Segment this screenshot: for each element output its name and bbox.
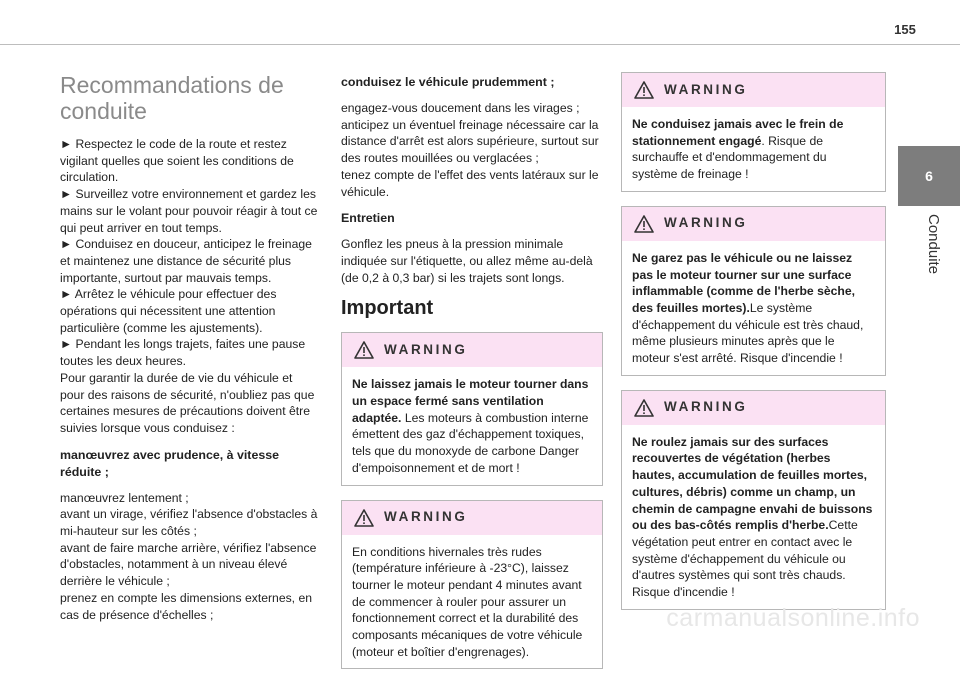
warning-body	[342, 367, 602, 484]
section-title: Recommandations de conduite	[60, 72, 284, 124]
bullet-line: ► Arrêtez le véhicule pour effectuer des opérations qui nécessitent une attention particulière (comme les ajustements).	[60, 287, 277, 335]
warning-title: WARNING	[664, 399, 748, 415]
warning-box-vegetation	[621, 390, 886, 610]
header-divider	[0, 44, 960, 45]
warning-title: WARNING	[384, 509, 468, 525]
bullet-line: ► Conduisez en douceur, anticipez le freinage et maintenez une distance de sécurité plus importante, surtout par mauvais temps.	[60, 237, 312, 285]
warning-box-flammable-surface	[621, 206, 886, 376]
column-driving	[341, 74, 603, 683]
warning-bold-text: Ne conduisez jamais avec le frein de stationnement engagé	[632, 117, 844, 148]
warning-bold-text: Ne garez pas le véhicule ou ne laissez pas le moteur tourner sur une surface inflammable (comme de l'herbe sèche, des feuilles mortes).	[632, 250, 856, 315]
warning-triangle-icon	[354, 509, 374, 527]
warning-header	[622, 391, 885, 425]
warning-text: . Risque de surchauffe et d'endommagement du système de freinage !	[632, 133, 827, 182]
warning-text: Les moteurs à combustion interne émettent des gaz d'échappement toxiques, tels que du monoxyde de carbone Danger d'empoisonnement et de mort !	[352, 410, 589, 475]
text-line: prenez en compte les dimensions externes, en cas de présence d'échelles ;	[60, 590, 313, 622]
warning-body	[622, 241, 885, 375]
text-line: tenez compte de l'effet des vents latéraux sur le véhicule.	[341, 167, 599, 199]
driving-paragraph	[341, 100, 603, 200]
chapter-label: Conduite	[925, 214, 942, 275]
warning-body	[622, 425, 885, 609]
watermark: carmanualsonline.info	[666, 604, 920, 632]
chapter-tab[interactable]: 6	[898, 146, 960, 206]
text-line: avant de faire marche arrière, vérifiez l'absence d'obstacles, notamment à un niveau élevé derrière le véhicule ;	[60, 540, 317, 589]
column-warnings	[621, 72, 886, 624]
text-line: anticipez un éventuel freinage nécessaire car la distance d'arrêt est alors supérieure, surtout sur des routes mouillées ou verglacées ;	[341, 117, 599, 166]
warning-triangle-icon	[354, 341, 374, 359]
warning-triangle-icon	[634, 215, 654, 233]
bullet-line: ► Respectez le code de la route et restez vigilant quelles que soient les conditions de circulation.	[60, 137, 294, 185]
text-line: engagez-vous doucement dans les virages ;	[341, 101, 580, 115]
bullet-line: ► Surveillez votre environnement et gardez les mains sur le volant pour pouvoir réagir à tout ce qui peut arriver en tout temps.	[60, 187, 318, 235]
warning-header	[342, 333, 602, 367]
bullet-line: ► Pendant les longs trajets, faites une pause toutes les deux heures.	[60, 337, 306, 369]
text-line: manœuvrez lentement ;	[60, 490, 189, 505]
subheading: manœuvrez avec prudence, à vitesse réduite ;	[60, 447, 280, 479]
important-heading: Important	[341, 297, 434, 320]
warning-header	[622, 73, 885, 107]
warning-bold-text: Ne laissez jamais le moteur tourner dans un espace fermé sans ventilation adaptée.	[352, 377, 589, 425]
text-line: avant un virage, vérifiez l'absence d'obstacles à mi-hauteur sur les côtés ;	[60, 507, 318, 539]
text-line: Pour garantir la durée de vie du véhicule et pour des raisons de sécurité, n'oubliez pas que certaines mesures de précautions doivent être suivies lorsque vous conduisez :	[60, 370, 315, 435]
warning-title: WARNING	[664, 215, 748, 231]
intro-paragraph	[60, 136, 318, 437]
warning-triangle-icon	[634, 399, 654, 417]
column-recommendations	[60, 72, 318, 633]
warning-text: Cette végétation peut entrer en contact avec le système d'échappement du véhicule ou d'autres systèmes qui sont très chauds. Risque d'incendie !	[632, 518, 858, 600]
maneuver-paragraph	[60, 490, 318, 624]
entretien-paragraph: Gonflez les pneus à la pression minimale indiquée sur l'étiquette, ou allez même au-delà (de 0,2 à 0,3 bar) si les trajets sont longs.	[341, 237, 593, 285]
page-number: 155	[894, 22, 916, 37]
entretien-heading: Entretien	[341, 211, 395, 226]
warning-body	[622, 107, 885, 191]
warning-box-winter	[341, 500, 603, 670]
warning-text: En conditions hivernales très rudes (température inférieure à -23°C), laissez tourner le moteur pendant 4 minutes avant de commencer à rouler pour assurer un fonctionnement correct et la durabilité des composants mécaniques de votre véhicule (moteur et boîtier d'engrenages).	[352, 544, 583, 659]
warning-triangle-icon	[634, 81, 654, 99]
warning-header	[342, 501, 602, 535]
warning-box-parking-brake	[621, 72, 886, 192]
warning-body	[342, 535, 602, 669]
warning-box-ventilation	[341, 332, 603, 485]
warning-title: WARNING	[384, 341, 468, 357]
warning-title: WARNING	[664, 81, 748, 97]
warning-bold-text: Ne roulez jamais sur des surfaces recouvertes de végétation (herbes hautes, accumulation de feuilles mortes, cultures, débris) comme un champ, un chemin de campagne envahi de buissons ou des bas-côtés remplis d'herbe.	[632, 434, 873, 533]
warning-header	[622, 207, 885, 241]
subheading: conduisez le véhicule prudemment ;	[341, 75, 555, 89]
warning-text: Le système d'échappement du véhicule est très chaud, même plusieurs minutes après que le moteur s'est arrêté. Risque d'incendie !	[632, 300, 864, 366]
